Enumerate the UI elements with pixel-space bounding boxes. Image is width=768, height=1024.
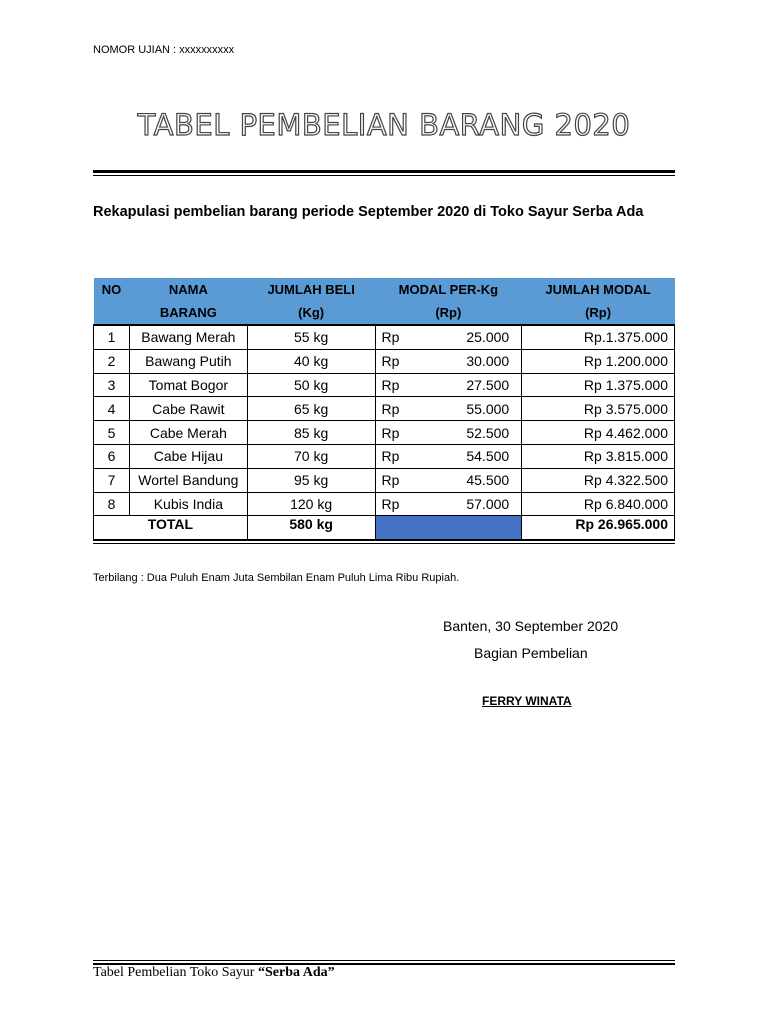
signer-name: FERRY WINATA (482, 694, 572, 708)
cell-nama: Wortel Bandung (129, 468, 247, 492)
cell-no: 8 (94, 492, 130, 516)
terbilang-text: Terbilang : Dua Puluh Enam Juta Sembilan Enam Puluh Lima Ribu Rupiah. (93, 572, 460, 584)
cell-beli: 40 kg (247, 349, 375, 373)
total-jumlah: Rp 26.965.000 (522, 516, 675, 540)
cell-nama: Bawang Merah (129, 325, 247, 349)
cell-no: 3 (94, 373, 130, 397)
cell-beli: 70 kg (247, 444, 375, 468)
footer-text: Tabel Pembelian Toko Sayur (93, 965, 258, 980)
cell-no: 4 (94, 397, 130, 421)
cell-nama: Cabe Merah (129, 421, 247, 445)
cell-modal: Rp 54.500 (375, 444, 522, 468)
total-empty-cell (375, 516, 522, 540)
header-jumlah-beli: JUMLAH BELI (Kg) (247, 278, 375, 325)
place-date: Banten, 30 September 2020 (443, 618, 619, 634)
page-footer (93, 965, 335, 981)
cell-beli: 65 kg (247, 397, 375, 421)
cell-jumlah: Rp.1.375.000 (522, 325, 675, 349)
cell-beli: 50 kg (247, 373, 375, 397)
cell-modal: Rp 27.500 (375, 373, 522, 397)
table-row (94, 325, 675, 349)
header-no: NO (94, 278, 130, 325)
cell-beli: 55 kg (247, 325, 375, 349)
total-beli: 580 kg (247, 516, 375, 540)
cell-jumlah: Rp 6.840.000 (522, 492, 675, 516)
footer-store-name: “Serba Ada” (257, 965, 335, 980)
total-row (94, 516, 675, 540)
cell-no: 5 (94, 421, 130, 445)
table-row (94, 397, 675, 421)
table-row (94, 492, 675, 516)
cell-no: 1 (94, 325, 130, 349)
header-jumlah-modal: JUMLAH MODAL (Rp) (522, 278, 675, 325)
table-row (94, 468, 675, 492)
cell-nama: Tomat Bogor (129, 373, 247, 397)
cell-jumlah: Rp 3.575.000 (522, 397, 675, 421)
total-label: TOTAL (94, 516, 248, 540)
cell-jumlah: Rp 4.322.500 (522, 468, 675, 492)
cell-jumlah: Rp 3.815.000 (522, 444, 675, 468)
cell-modal: Rp 25.000 (375, 325, 522, 349)
cell-beli: 95 kg (247, 468, 375, 492)
cell-jumlah: Rp 4.462.000 (522, 421, 675, 445)
cell-nama: Bawang Putih (129, 349, 247, 373)
cell-nama: Cabe Rawit (129, 397, 247, 421)
exam-number: NOMOR UJIAN : xxxxxxxxxx (93, 44, 235, 56)
cell-modal: Rp 57.000 (375, 492, 522, 516)
table-row (94, 444, 675, 468)
header-modal-per-kg: MODAL PER-Kg (Rp) (375, 278, 522, 325)
cell-jumlah: Rp 1.375.000 (522, 373, 675, 397)
cell-modal: Rp 30.000 (375, 349, 522, 373)
cell-nama: Cabe Hijau (129, 444, 247, 468)
purchase-table (93, 278, 675, 540)
intro-paragraph: Rekapulasi pembelian barang periode September 2020 di Toko Sayur Serba Ada (93, 204, 644, 220)
title-divider (93, 170, 675, 176)
cell-modal: Rp 45.500 (375, 468, 522, 492)
cell-nama: Kubis India (129, 492, 247, 516)
cell-modal: Rp 55.000 (375, 397, 522, 421)
table-header-row (94, 278, 675, 325)
table-row (94, 373, 675, 397)
cell-beli: 120 kg (247, 492, 375, 516)
cell-jumlah: Rp 1.200.000 (522, 349, 675, 373)
cell-modal: Rp 52.500 (375, 421, 522, 445)
cell-no: 6 (94, 444, 130, 468)
table-row (94, 349, 675, 373)
cell-no: 7 (94, 468, 130, 492)
header-nama-barang: NAMA BARANG (129, 278, 247, 325)
page-title: TABEL PEMBELIAN BARANG 2020 (137, 108, 631, 142)
cell-beli: 85 kg (247, 421, 375, 445)
table-row (94, 421, 675, 445)
cell-no: 2 (94, 349, 130, 373)
department-label: Bagian Pembelian (474, 645, 588, 661)
table-bottom-divider (93, 539, 675, 544)
